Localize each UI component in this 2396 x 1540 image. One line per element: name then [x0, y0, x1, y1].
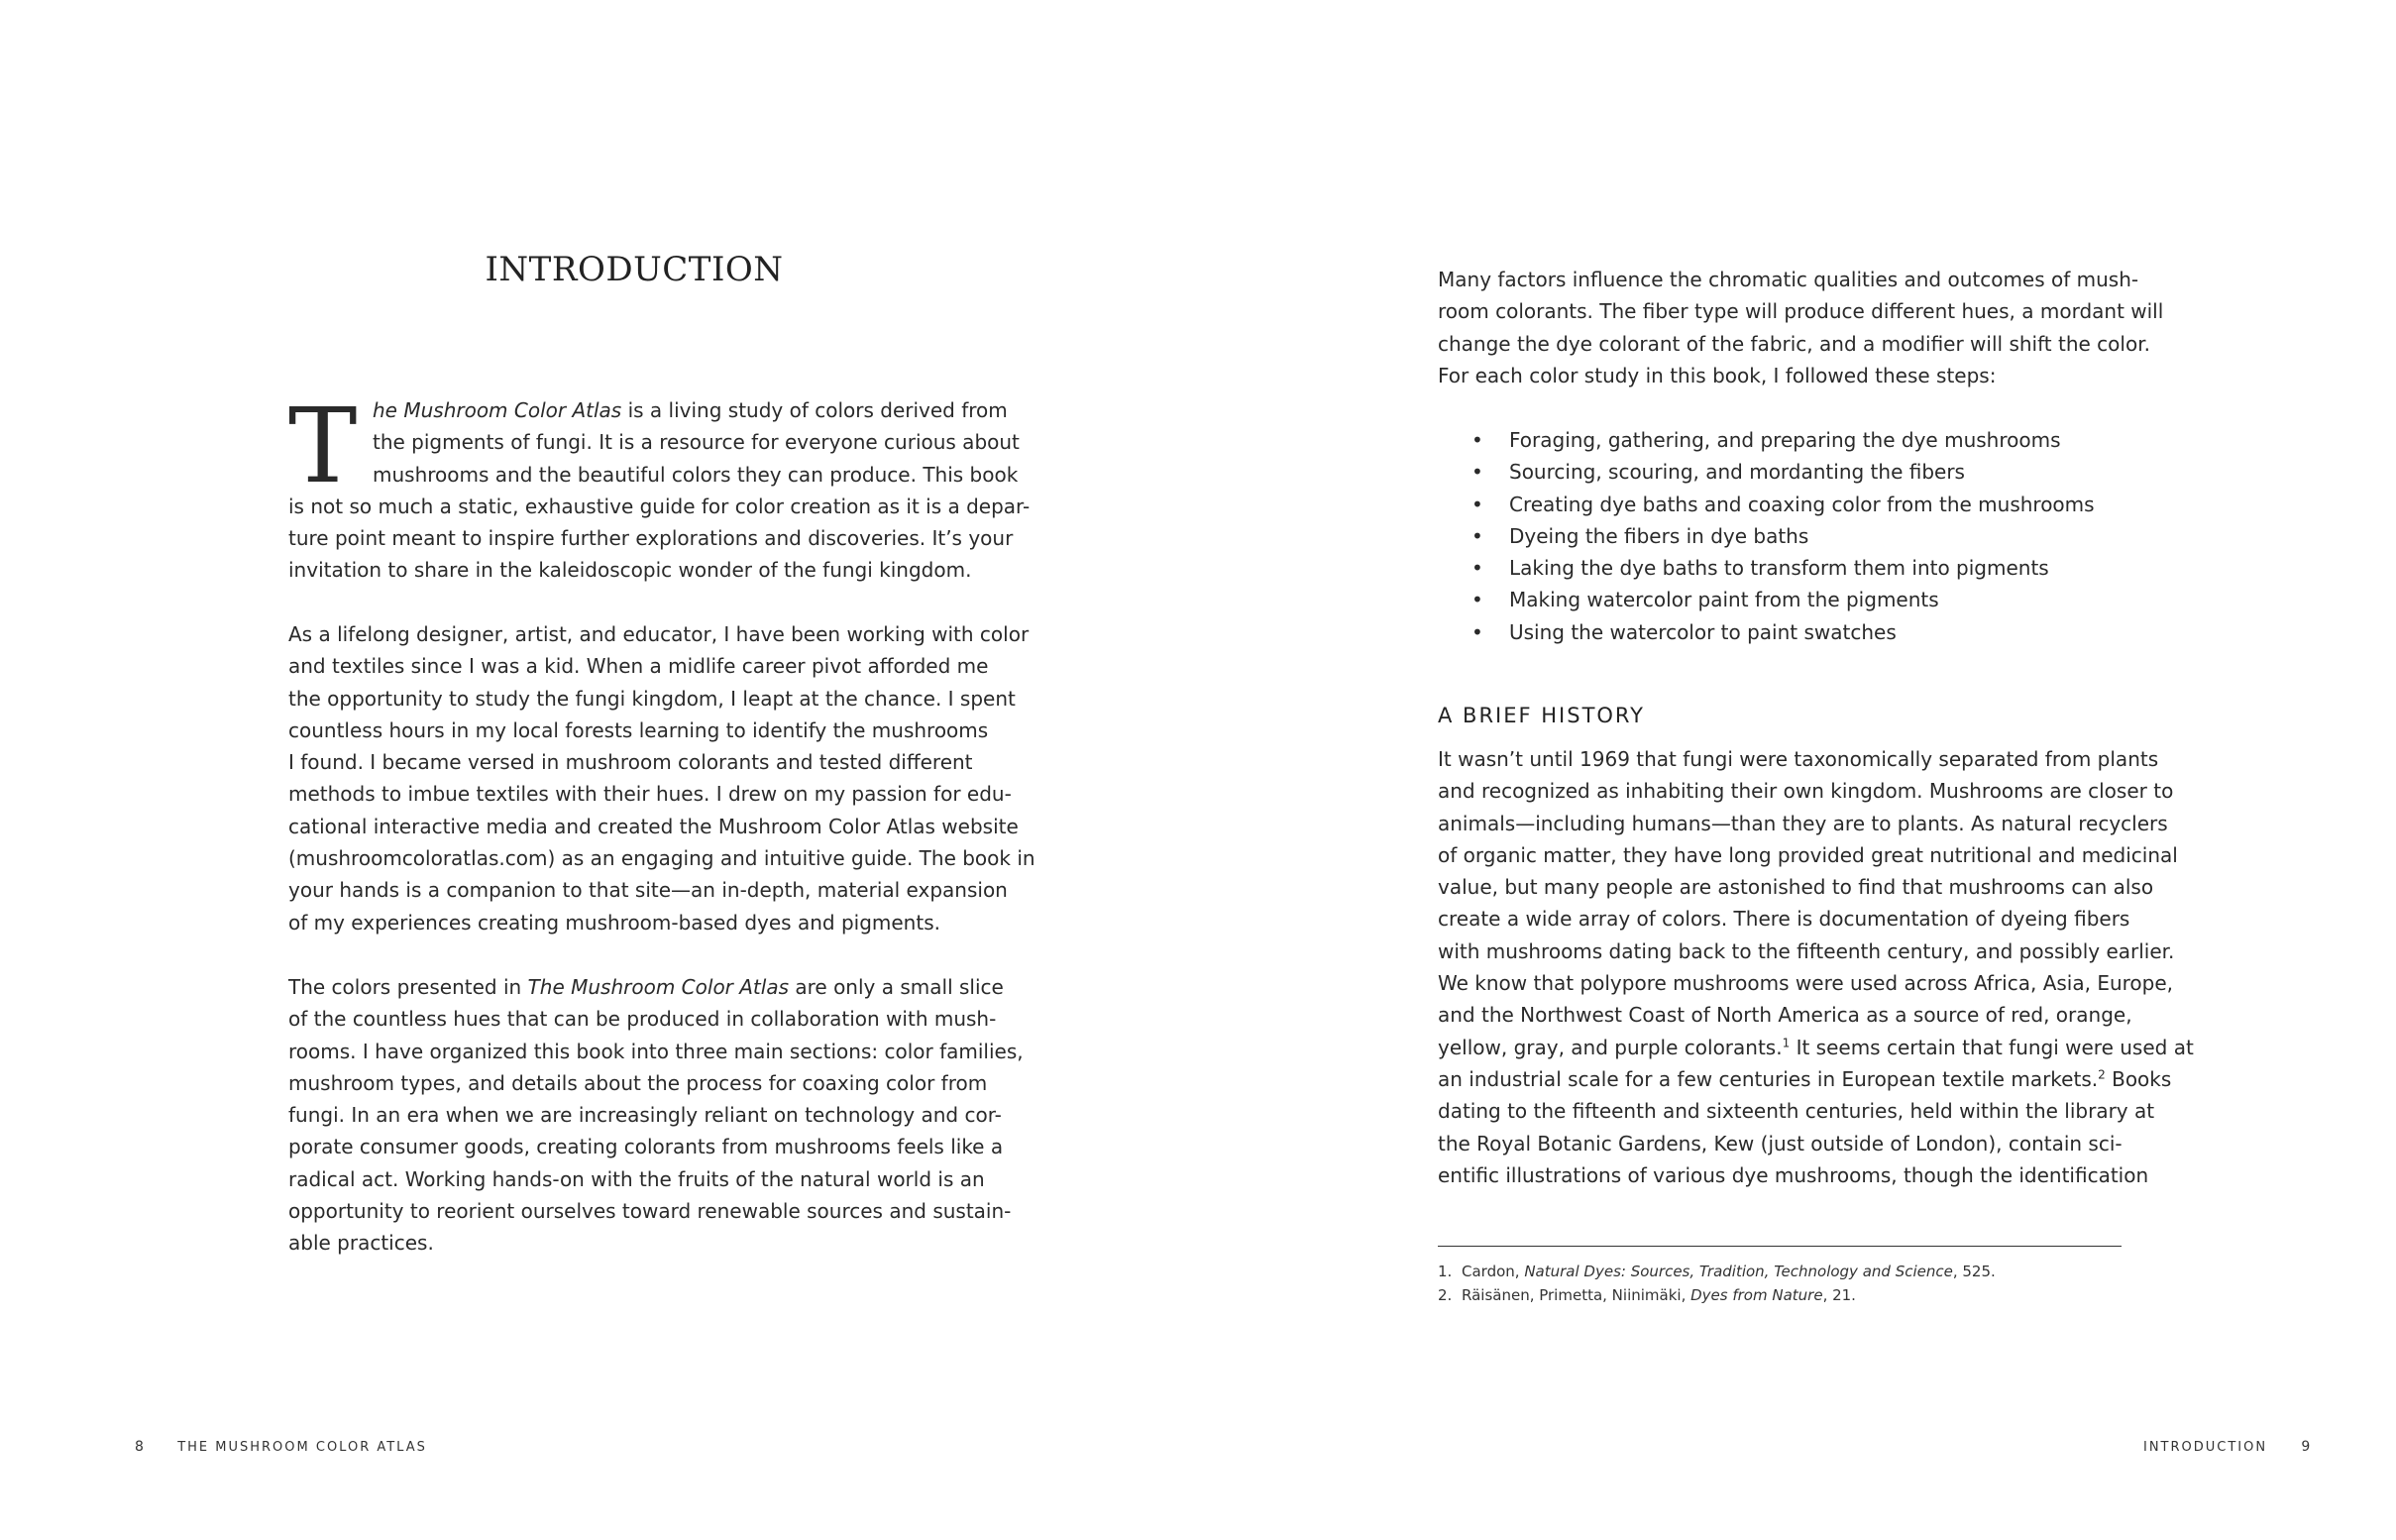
intro-paragraph-3 [288, 971, 1024, 1260]
text-line: (mushroomcoloratlas.com) as an engaging and intuitive guide. The book in [288, 846, 1035, 871]
folio-right [2143, 1439, 2310, 1455]
text-line: create a wide array of colors. There is documentation of dyeing fibers [1438, 907, 2130, 932]
text-line: methods to imbue textiles with their hues. I drew on my passion for edu- [288, 782, 1012, 807]
list-item: • Foraging, gathering, and preparing the dye mushrooms [1438, 424, 2095, 456]
text-line: the pigments of fungi. It is a resource for everyone curious about [373, 430, 1020, 455]
bullet-icon: • [1471, 523, 1483, 548]
text-line: is not so much a static, exhaustive guide for color creation as it is a depar- [288, 494, 1031, 518]
text-line: I found. I became versed in mushroom colorants and tested different [288, 750, 973, 775]
text-line: with mushrooms dating back to the fifteenth century, and possibly earlier. [1438, 938, 2175, 963]
footnotes [1438, 1260, 1996, 1307]
factors-paragraph [1438, 264, 2164, 391]
text-line: rooms. I have organized this book into three main sections: color families, [288, 1039, 1024, 1063]
text-line: an industrial scale for a few centuries in European textile markets.$^2$ Books [1438, 1066, 2172, 1091]
footnote-divider [1438, 1246, 2122, 1247]
section-heading: A BRIEF HISTORY [1438, 704, 1646, 727]
text-line: value, but many people are astonished to find that mushrooms can also [1438, 875, 2154, 900]
text-line: It wasn’t until 1969 that fungi were taxonomically separated from plants [1438, 747, 2159, 771]
history-paragraph [1438, 743, 2194, 1191]
bullet-icon: • [1471, 492, 1483, 516]
text-line: of my experiences creating mushroom-based dyes and pigments. [288, 910, 940, 935]
footnote-ref-1: 1 [1782, 1036, 1791, 1050]
text-line: able practices. [288, 1231, 434, 1256]
drop-cap: T [288, 385, 358, 506]
list-item: • Creating dye baths and coaxing color from the mushrooms [1438, 489, 2095, 520]
bullet-icon: • [1471, 619, 1483, 644]
list-item: • Sourcing, scouring, and mordanting the fibers [1438, 456, 2095, 488]
text-line: animals—including humans—than they are to plants. As natural recyclers [1438, 811, 2168, 835]
list-item: • Dyeing the fibers in dye baths [1438, 520, 2095, 552]
text-line: yellow, gray, and purple colorants.$^1$ It seems certain that fungi were used at [1438, 1035, 2194, 1059]
text-line: mushroom types, and details about the process for coaxing color from [288, 1070, 988, 1095]
bullet-icon: • [1471, 556, 1483, 581]
running-title: THE MUSHROOM COLOR ATLAS [177, 1440, 427, 1455]
text-line: room colorants. The fiber type will produce different hues, a mordant will [1438, 299, 2164, 324]
page-title: INTRODUCTION [485, 250, 784, 289]
text-line: and recognized as inhabiting their own kingdom. Mushrooms are closer to [1438, 779, 2174, 804]
steps-list [1438, 424, 2095, 648]
text-line: opportunity to reorient ourselves toward renewable sources and sustain- [288, 1199, 1012, 1224]
text-line: fungi. In an era when we are increasingly reliant on technology and cor- [288, 1103, 1002, 1128]
text-line: and the Northwest Coast of North America as a source of red, orange, [1438, 1003, 2132, 1028]
text-line: the Royal Botanic Gardens, Kew (just outside of London), contain sci- [1438, 1131, 2123, 1155]
footnote: 1. Cardon, Natural Dyes: Sources, Tradition, Technology and Science, 525. [1438, 1263, 1996, 1280]
text-line: entific illustrations of various dye mushrooms, though the identification [1438, 1162, 2149, 1187]
text-line: change the dye colorant of the fabric, and a modifier will shift the color. [1438, 331, 2150, 356]
running-title: INTRODUCTION [2143, 1440, 2268, 1455]
text-line: cational interactive media and created the Mushroom Color Atlas website [288, 814, 1019, 838]
text-line: porate consumer goods, creating colorants from mushrooms feels like a [288, 1135, 1004, 1159]
bullet-icon: • [1471, 460, 1483, 485]
bullet-icon: • [1471, 428, 1483, 452]
intro-paragraph-2 [288, 618, 1035, 938]
text-line: the opportunity to study the fungi kingdom, I leapt at the chance. I spent [288, 686, 1016, 711]
right-page [1198, 0, 2396, 1540]
text-line: Many factors influence the chromatic qualities and outcomes of mush- [1438, 268, 2139, 291]
text-line: your hands is a companion to that site—an in-depth, material expansion [288, 878, 1008, 903]
list-item: • Using the watercolor to paint swatches [1438, 616, 2095, 648]
folio-left [135, 1439, 427, 1455]
list-item: • Laking the dye baths to transform them into pigments [1438, 552, 2095, 584]
text-line: As a lifelong designer, artist, and educator, I have been working with color [288, 622, 1030, 646]
text-line: dating to the fifteenth and sixteenth centuries, held within the library at [1438, 1099, 2155, 1124]
intro-paragraph-1 [288, 385, 1031, 587]
text-line: invitation to share in the kaleidoscopic wonder of the fungi kingdom. [288, 558, 972, 583]
text-line: mushrooms and the beautiful colors they can produce. This book [373, 462, 1019, 487]
text-line: he Mushroom Color Atlas is a living study of colors derived from [373, 398, 1008, 422]
footnote: 2. Räisänen, Primetta, Niinimäki, Dyes from Nature, 21. [1438, 1286, 1856, 1304]
bullet-icon: • [1471, 588, 1483, 612]
text-line: radical act. Working hands-on with the fruits of the natural world is an [288, 1166, 985, 1191]
text-line: countless hours in my local forests learning to identify the mushrooms [288, 717, 989, 742]
footnote-ref-2: 2 [2098, 1067, 2106, 1082]
text-line: We know that polypore mushrooms were used across Africa, Asia, Europe, [1438, 971, 2174, 996]
list-item: • Making watercolor paint from the pigments [1438, 584, 2095, 615]
text-line: The colors presented in The Mushroom Color Atlas are only a small slice [288, 975, 1004, 999]
text-line: and textiles since I was a kid. When a midlife career pivot afforded me [288, 654, 989, 679]
text-line: ture point meant to inspire further explorations and discoveries. It’s your [288, 526, 1014, 551]
text-line: For each color study in this book, I followed these steps: [1438, 363, 1997, 387]
text-line: of organic matter, they have long provided great nutritional and medicinal [1438, 842, 2178, 867]
page-number: 9 [2301, 1439, 2311, 1455]
page-number: 8 [135, 1439, 144, 1455]
text-line: of the countless hues that can be produced in collaboration with mush- [288, 1007, 997, 1032]
